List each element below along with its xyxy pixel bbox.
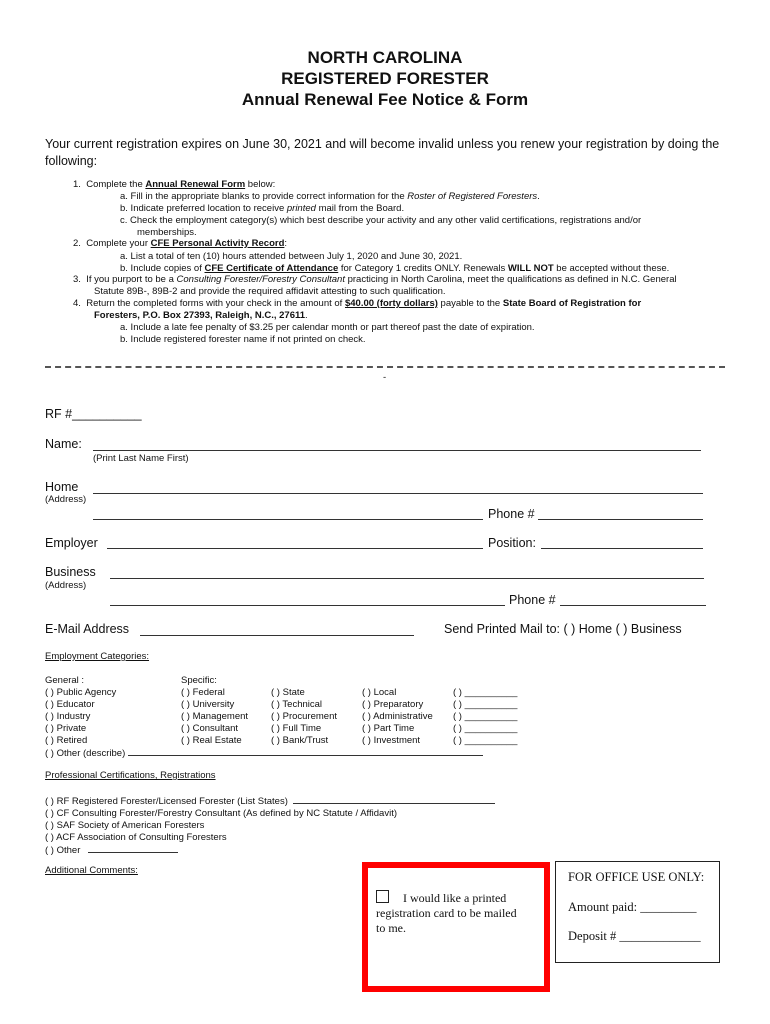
- send-mail-options[interactable]: Send Printed Mail to: ( ) Home ( ) Business: [444, 622, 682, 636]
- card-request-line1: I would like a printed: [403, 891, 507, 905]
- step-text: be accepted without these.: [553, 263, 670, 274]
- step-text: Return the completed forms with your check in the amount of: [86, 298, 345, 309]
- option-retired[interactable]: ( ) Retired: [45, 735, 88, 746]
- option-investment[interactable]: ( ) Investment: [362, 735, 421, 746]
- name-input[interactable]: [93, 450, 701, 451]
- business-address-input[interactable]: [110, 578, 704, 579]
- header-title-line2: REGISTERED FORESTER: [281, 69, 489, 88]
- header-title-line3: Annual Renewal Fee Notice & Form: [241, 90, 529, 109]
- step-4b: b. Include registered forester name if not printed on check.: [120, 334, 366, 345]
- step-2: [73, 238, 287, 249]
- step-text: mail from the Board.: [315, 203, 405, 214]
- specific-title: Specific:: [181, 675, 217, 686]
- step-1c-cont: memberships.: [137, 227, 197, 238]
- annual-renewal-form-link: Annual Renewal Form: [145, 179, 246, 190]
- step-text: If you purport to be a: [86, 274, 177, 285]
- option-other[interactable]: [45, 747, 483, 760]
- option-federal[interactable]: ( ) Federal: [181, 687, 225, 698]
- intro-text: Your current registration expires on June 30, 2021 and will become invalid unless you renew your registration by doing the following:: [45, 137, 720, 168]
- position-label: Position:: [488, 536, 536, 550]
- step-text: below:: [245, 179, 276, 190]
- cfe-record-link: CFE Personal Activity Record: [150, 238, 285, 249]
- option-administrative[interactable]: ( ) Administrative: [362, 711, 433, 722]
- option-part-time[interactable]: ( ) Part Time: [362, 723, 415, 734]
- cert-other-input[interactable]: [88, 844, 178, 853]
- card-request-checkbox[interactable]: [376, 890, 389, 903]
- option-full-time[interactable]: ( ) Full Time: [271, 723, 322, 734]
- step-text: b. Include copies of: [120, 263, 205, 274]
- step-number: 4.: [73, 298, 81, 309]
- cert-saf[interactable]: ( ) SAF Society of American Foresters: [45, 820, 205, 831]
- step-text: practicing in North Carolina, meet the qualifications as defined in N.C. General: [344, 274, 677, 285]
- employment-specific-col4: [453, 687, 517, 747]
- step-1: [73, 179, 275, 190]
- business-phone-input[interactable]: [560, 605, 706, 606]
- employment-specific-col2: [271, 687, 337, 747]
- step-text: WILL NOT: [507, 263, 554, 274]
- card-request-box: [362, 862, 550, 992]
- step-3-cont: Statute 89B-, 89B-2 and provide the required affidavit attesting to such qualification.: [94, 286, 446, 297]
- office-use-title: FOR OFFICE USE ONLY:: [568, 870, 705, 884]
- cert-cf[interactable]: ( ) CF Consulting Forester/Forestry Consultant (As defined by NC Statute / Affidavit): [45, 808, 397, 819]
- employer-label: Employer: [45, 536, 98, 550]
- step-1c: c. Check the employment category(s) which best describe your activity and any other valid certifications, registrations and/or: [120, 215, 642, 226]
- office-use-box: [555, 861, 720, 963]
- option-university[interactable]: ( ) University: [181, 699, 235, 710]
- business-address-hint: (Address): [45, 580, 87, 591]
- deposit-field: Deposit # _____________: [568, 929, 701, 943]
- home-address-hint: (Address): [45, 494, 87, 505]
- rf-states-input[interactable]: [293, 795, 495, 804]
- certifications-heading: Professional Certifications, Registrations: [45, 770, 216, 781]
- step-text: payable to the: [437, 298, 503, 309]
- business-address-line2-input[interactable]: [110, 605, 505, 606]
- cert-acf[interactable]: ( ) ACF Association of Consulting Foresters: [45, 832, 227, 843]
- step-text: for Category 1 credits ONLY. Renewals: [338, 263, 508, 274]
- other-describe-input[interactable]: [128, 747, 483, 756]
- step-text: a. Fill in the appropriate blanks to provide correct information for the: [120, 191, 408, 202]
- step-2b: [120, 263, 669, 274]
- step-text: b. Indicate preferred location to receive: [120, 203, 287, 214]
- home-address-input[interactable]: [93, 493, 703, 494]
- card-request-text: [376, 890, 517, 936]
- rf-number-field[interactable]: RF #__________: [45, 407, 142, 421]
- board-address: Foresters, P.O. Box 27393, Raleigh, N.C., 27611: [94, 310, 306, 321]
- option-preparatory[interactable]: ( ) Preparatory: [362, 699, 424, 710]
- option-state[interactable]: ( ) State: [271, 687, 305, 698]
- header-title-line1: NORTH CAROLINA: [307, 48, 463, 67]
- step-4-address: [94, 310, 308, 321]
- step-text: .: [537, 191, 540, 202]
- separator-line: [45, 366, 725, 368]
- home-label: Home: [45, 480, 79, 494]
- employer-input[interactable]: [107, 548, 483, 549]
- option-real-estate[interactable]: ( ) Real Estate: [181, 735, 242, 746]
- position-input[interactable]: [541, 548, 703, 549]
- step-text: Roster of Registered Foresters: [407, 191, 538, 202]
- general-title: General :: [45, 675, 85, 686]
- option-educator[interactable]: ( ) Educator: [45, 699, 95, 710]
- cert-rf[interactable]: [45, 795, 495, 808]
- home-address-line2-input[interactable]: [93, 519, 483, 520]
- option-other-label: ( ) Other (describe): [45, 748, 126, 759]
- option-consultant[interactable]: ( ) Consultant: [181, 723, 239, 734]
- card-request-line2: registration card to be mailed: [376, 906, 517, 920]
- phone-input[interactable]: [538, 519, 703, 520]
- cert-rf-label: ( ) RF Registered Forester/Licensed Forester (List States): [45, 796, 288, 807]
- option-custom-3[interactable]: ( ) __________: [453, 711, 518, 722]
- step-text: :: [284, 238, 288, 249]
- employment-heading: Employment Categories:: [45, 651, 150, 662]
- option-procurement[interactable]: ( ) Procurement: [271, 711, 337, 722]
- step-4: [73, 298, 641, 309]
- step-number: 1.: [73, 179, 81, 190]
- business-label: Business: [45, 565, 96, 579]
- step-1b: [120, 203, 404, 214]
- cert-other[interactable]: [45, 844, 495, 857]
- cert-other-label: ( ) Other: [45, 845, 81, 856]
- separator-dash: -: [383, 372, 387, 383]
- step-number: 3.: [73, 274, 81, 285]
- step-text: printed: [286, 203, 316, 214]
- step-2a: a. List a total of ten (10) hours attended between July 1, 2020 and June 30, 2021.: [120, 251, 463, 262]
- business-phone-label: Phone #: [509, 593, 556, 607]
- email-input[interactable]: [140, 635, 414, 636]
- amount-paid-field: Amount paid: _________: [568, 900, 697, 914]
- card-request-line3: to me.: [376, 921, 406, 935]
- step-text: Complete the: [86, 179, 146, 190]
- step-text: Consulting Forester/Forestry Consultant: [176, 274, 345, 285]
- option-custom-4[interactable]: ( ) __________: [453, 723, 518, 734]
- cfe-certificate-link: CFE Certificate of Attendance: [204, 263, 339, 274]
- step-4a: a. Include a late fee penalty of $3.25 per calendar month or part thereof past the date of expiration.: [120, 322, 535, 333]
- employment-specific-col3: [362, 687, 433, 747]
- step-number: 2.: [73, 238, 81, 249]
- email-label: E-Mail Address: [45, 622, 130, 636]
- name-hint: (Print Last Name First): [93, 453, 189, 464]
- step-text: State Board of Registration for: [502, 298, 642, 309]
- option-local[interactable]: ( ) Local: [362, 687, 397, 698]
- additional-comments-heading: Additional Comments:: [45, 865, 138, 876]
- employment-specific-col1: [181, 675, 248, 747]
- step-3: [73, 274, 677, 285]
- step-text: Complete your: [86, 238, 151, 249]
- fee-amount: $40.00 (forty dollars): [344, 298, 438, 309]
- option-technical[interactable]: ( ) Technical: [271, 699, 323, 710]
- step-1a: [120, 191, 540, 202]
- option-custom-2[interactable]: ( ) __________: [453, 699, 518, 710]
- name-label: Name:: [45, 437, 82, 451]
- option-custom-1[interactable]: ( ) __________: [453, 687, 518, 698]
- certifications-list: [45, 795, 495, 857]
- option-custom-5[interactable]: ( ) __________: [453, 735, 518, 746]
- option-industry[interactable]: ( ) Industry: [45, 711, 91, 722]
- step-text: .: [305, 310, 308, 321]
- option-private[interactable]: ( ) Private: [45, 723, 87, 734]
- option-bank-trust[interactable]: ( ) Bank/Trust: [271, 735, 329, 746]
- option-public-agency[interactable]: ( ) Public Agency: [45, 687, 117, 698]
- option-management[interactable]: ( ) Management: [181, 711, 249, 722]
- phone-label: Phone #: [488, 507, 535, 521]
